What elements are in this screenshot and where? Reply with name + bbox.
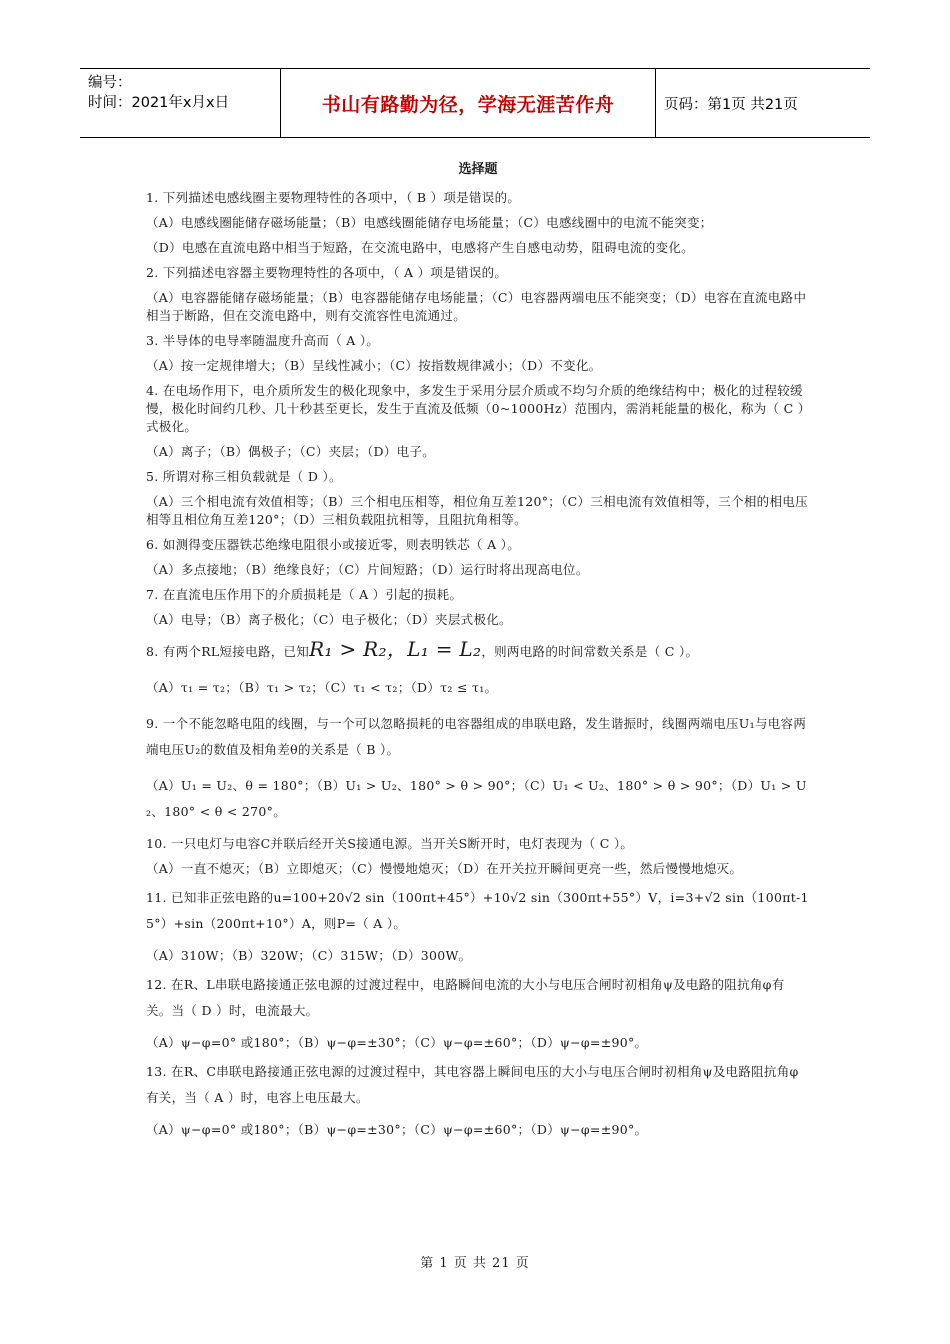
q8-condition: R₁ > R₂，L₁ = L₂ xyxy=(309,637,482,661)
header-left xyxy=(80,69,280,137)
q10-options: （A）一直不熄灭；（B）立即熄灭；（C）慢慢地熄灭；（D）在开关拉开瞬间更亮一些，然后慢慢地熄灭。 xyxy=(146,861,743,876)
q2-stem: 2. 下列描述电容器主要物理特性的各项中，（ A ）项是错误的。 xyxy=(146,265,508,280)
q3-stem: 3. 半导体的电导率随温度升高而（ A ）。 xyxy=(146,333,380,348)
q2-options: （A）电容器能储存磁场能量；（B）电容器能储存电场能量；（C）电容器两端电压不能突变；（D）电容在直流电路中相当于断路，但在交流电路中，则有交流容性电流通过。 xyxy=(146,290,807,323)
number-label: 编号： xyxy=(88,75,132,91)
q13-options: （A）ψ−φ=0° 或180°；（B）ψ−φ=±30°；（C）ψ−φ=±60°；（D）ψ−φ=±90°。 xyxy=(146,1122,648,1137)
document-body xyxy=(146,158,810,1146)
header-motto: 书山有路勤为径，学海无涯苦作舟 xyxy=(280,69,656,137)
q5-stem: 5. 所谓对称三相负载就是（ D ）。 xyxy=(146,469,342,484)
q6-options: （A）多点接地；（B）绝缘良好；（C）片间短路；（D）运行时将出现高电位。 xyxy=(146,562,589,577)
q9-options: （A）U₁ = U₂、θ = 180°；（B）U₁ > U₂、180° > θ > 90°；（C）U₁ < U₂、180° > θ > 90°；（D）U₁ > U₂、180° < θ < 270°。 xyxy=(146,778,807,819)
q7-options: （A）电导；（B）离子极化；（C）电子极化；（D）夹层式极化。 xyxy=(146,612,512,627)
q3-options: （A）按一定规律增大；（B）呈线性减小；（C）按指数规律减小；（D）不变化。 xyxy=(146,358,602,373)
page-header xyxy=(80,68,870,138)
section-title: 选择题 xyxy=(458,162,498,177)
q6-stem: 6. 如测得变压器铁芯绝缘电阻很小或接近零，则表明铁芯（ A ）。 xyxy=(146,537,521,552)
q12-options: （A）ψ−φ=0° 或180°；（B）ψ−φ=±30°；（C）ψ−φ=±60°；（D）ψ−φ=±90°。 xyxy=(146,1035,648,1050)
q5-options: （A）三个相电流有效值相等；（B）三个相电压相等，相位角互差120°；（C）三相电流有效值相等，三个相的相电压相等且相位角互差120°；（D）三相负载阻抗相等，且阻抗角相等。 xyxy=(146,494,808,527)
q1-options-b: （D）电感在直流电路中相当于短路，在交流电路中，电感将产生自感电动势，阻碍电流的变化。 xyxy=(146,240,694,255)
q4-stem: 4. 在电场作用下，电介质所发生的极化现象中，多发生于采用分层介质或不均匀介质的绝缘结构中；极化的过程较缓慢，极化时间约几秒、几十秒甚至更长，发生于直流及低频（0~1000Hz）范围内，需消耗能量的极化，称为（ C ）式极化。 xyxy=(146,383,805,434)
q8-post: ，则两电路的时间常数关系是（ C ）。 xyxy=(481,644,699,659)
q10-stem: 10. 一只电灯与电容C并联后经开关S接通电源。当开关S断开时，电灯表现为（ C ）。 xyxy=(146,836,634,851)
q8-options: （A）τ₁ = τ₂；（B）τ₁ > τ₂；（C）τ₁ < τ₂；（D）τ₂ ≤ τ₁。 xyxy=(146,680,498,695)
q9-stem: 9. 一个不能忽略电阻的线圈，与一个可以忽略损耗的电容器组成的串联电路，发生谐振时，线圈两端电压U₁与电容两端电压U₂的数值及相角差θ的关系是（ B ）。 xyxy=(146,716,807,757)
q11-stem: 11. 已知非正弦电路的u=100+20√2 sin（100πt+45°）+10√2 sin（300πt+55°）V，i=3+√2 sin（100πt-15°）+sin（200πt+10°）A，则P=（ A ）。 xyxy=(146,890,809,931)
q1-options-a: （A）电感线圈能储存磁场能量；（B）电感线圈能储存电场能量；（C）电感线圈中的电流不能突变； xyxy=(146,215,713,230)
date-label: 时间：2021年x月x日 xyxy=(88,95,230,111)
page-footer: 第 1 页 共 21 页 xyxy=(420,1256,530,1271)
q7-stem: 7. 在直流电压作用下的介质损耗是（ A ）引起的损耗。 xyxy=(146,587,463,602)
header-page-info: 页码：第1页 共21页 xyxy=(664,96,798,113)
q12-stem: 12. 在R、L串联电路接通正弦电源的过渡过程中，电路瞬间电流的大小与电压合闸时初相角ψ及电路的阻抗角φ有关。当（ D ）时，电流最大。 xyxy=(146,977,785,1018)
q8-pre: 8. 有两个RL短接电路，已知 xyxy=(146,644,310,659)
q8-stem xyxy=(146,636,810,665)
q1-stem: 1. 下列描述电感线圈主要物理特性的各项中，（ B ）项是错误的。 xyxy=(146,190,521,205)
q4-options: （A）离子；（B）偶极子；（C）夹层；（D）电子。 xyxy=(146,444,436,459)
q13-stem: 13. 在R、C串联电路接通正弦电源的过渡过程中，其电容器上瞬间电压的大小与电压合闸时初相角ψ及电路阻抗角φ有关，当（ A ）时，电容上电压最大。 xyxy=(146,1064,799,1105)
q11-options: （A）310W；（B）320W；（C）315W；（D）300W。 xyxy=(146,948,472,963)
